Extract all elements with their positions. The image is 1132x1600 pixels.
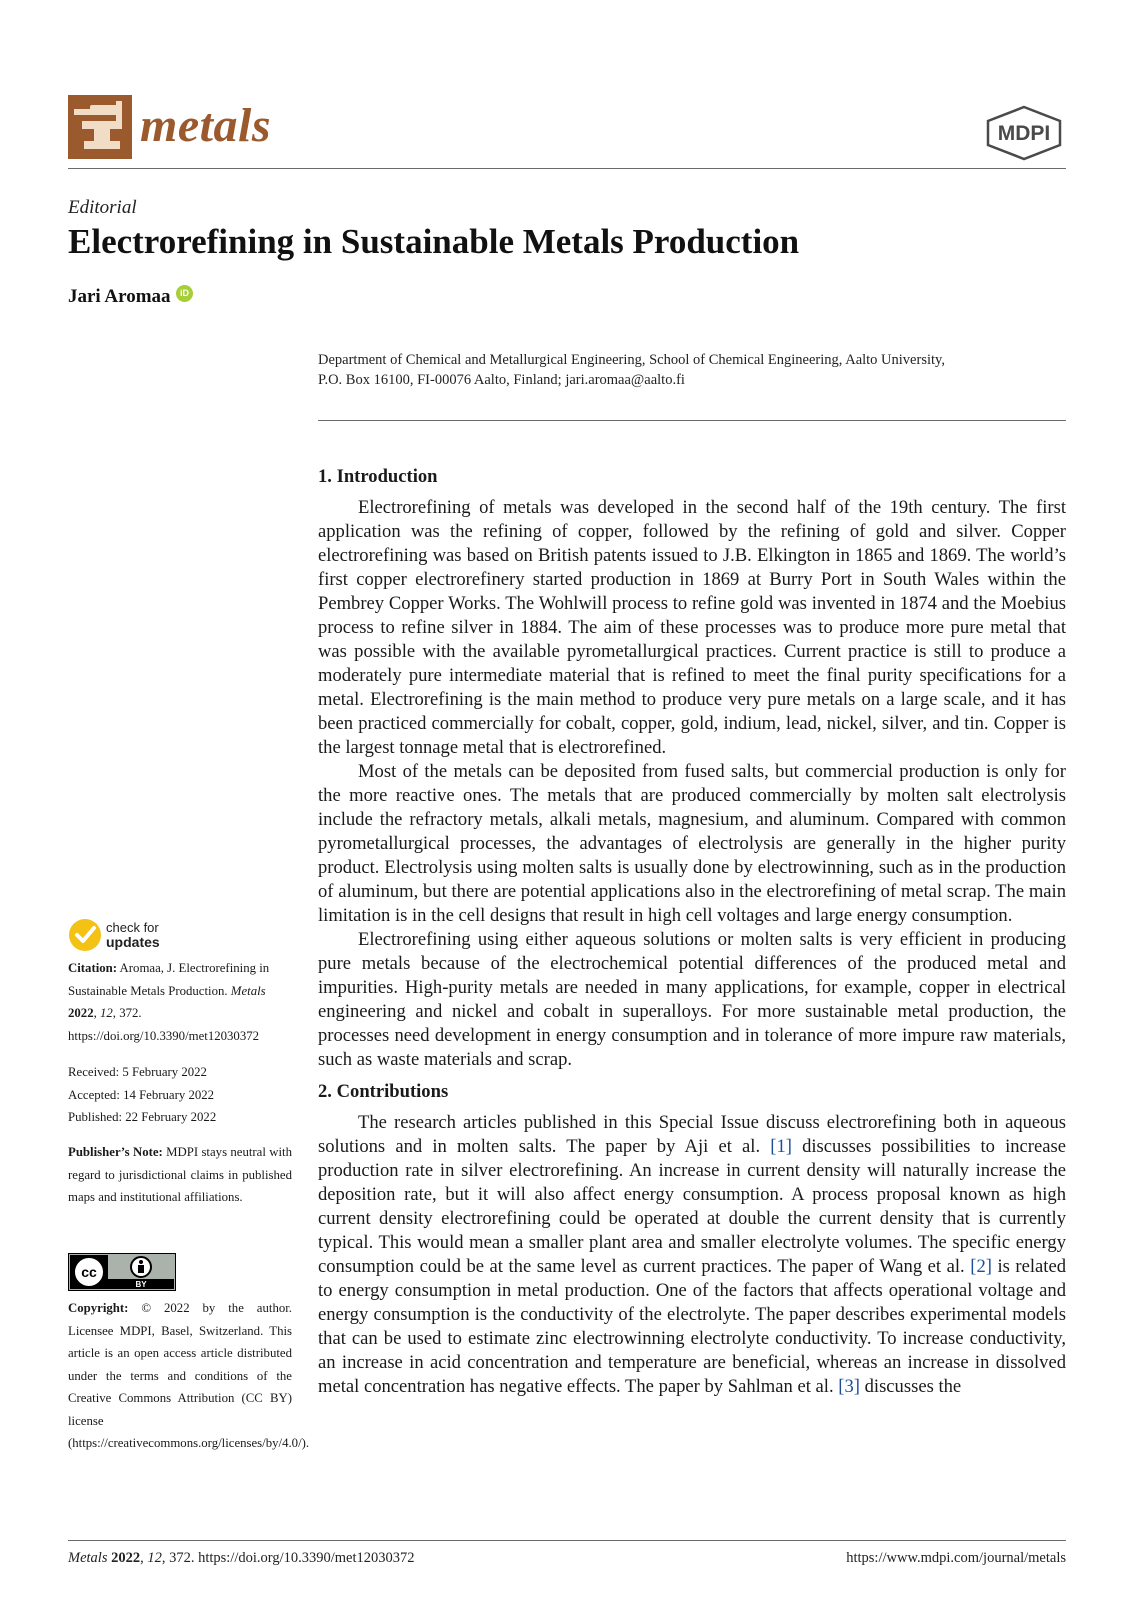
creative-commons-icon — [68, 1253, 176, 1291]
received-date: Received: 5 February 2022 — [68, 1065, 207, 1079]
publisher-note-label: Publisher’s Note: — [68, 1145, 163, 1159]
mdpi-logo — [982, 105, 1066, 161]
citation-year: 2022 — [68, 1006, 94, 1020]
check-badge-line1: check for — [106, 920, 159, 935]
paragraph-text: discusses the — [859, 1376, 962, 1397]
footer-divider — [68, 1540, 1066, 1541]
affiliation-line-1: Department of Chemical and Metallurgical Engineering, School of Chemical Engineering, Aalto University, — [318, 352, 945, 368]
header-divider — [68, 168, 1066, 169]
reference-link[interactable]: [2] — [970, 1256, 992, 1277]
footer-year: 2022 — [111, 1550, 141, 1566]
mdpi-logo-text: MDPI — [997, 122, 1051, 145]
affiliation — [318, 350, 1066, 390]
cc-badge-label: BY — [135, 1280, 147, 1289]
citation-doi[interactable]: , 372. https://doi.org/10.3390/met12030372 — [68, 1006, 260, 1043]
journal-logo — [68, 95, 132, 159]
citation-volume: 12 — [100, 1006, 113, 1020]
author-name: Jari Aromaa — [68, 286, 171, 307]
paragraph: Most of the metals can be deposited from fused salts, but commercial production is only for the more reactive ones. The metals that are produced commercially by molten salt electrolysis include the refractory metals, alkali metals, magnesium, and aluminum. Compared with common pyrometallurgical processes, the advantages of electrolysis are generally in the higher purity product. Electrolysis using molten salts is usually done by electrowinning, such as in the production of aluminum, but there are potential applications also in the electrorefining of metal scrap. The main limitation is in the cell designs that result in high cell voltages and large energy consumption. — [318, 761, 1066, 926]
paragraph-text: The research articles published in this Special Issue discuss electrorefining both in aqueous solutions and in molten salts. The paper by Aji et al. — [318, 1112, 1066, 1157]
paragraph: Electrorefining using either aqueous solutions or molten salts is very efficient in producing pure metals because of the electrochemical potential differences of the produced metal and impurities. High-purity metals are needed in many applications, for example, copper in electrical engineering and nickel and cobalt in superalloys. For more sustainable metal production, the processes need development in energy consumption and in tolerance of more impure raw materials, such as waste materials and scrap. — [318, 929, 1066, 1070]
reference-link[interactable]: [1] — [770, 1136, 792, 1157]
paragraph-text: is related to energy consumption in metal production. One of the factors that affects operational voltage and energy consumption is the conductivity of the electrolyte. The paper describes experimental models that can be used to estimate zinc electrowinning electrolyte conductivity. To increase conductivity, an increase in acid concentration and temperature are beneficial, whereas an increase in dissolved metal concentration has negative effects. The paper by Sahlman et al. — [318, 1256, 1066, 1397]
footer-journal: Metals — [68, 1550, 108, 1566]
publisher-note — [68, 1141, 292, 1209]
citation-block — [68, 957, 292, 1047]
footer-volume: 12 — [147, 1550, 162, 1566]
section-heading-introduction: 1. Introduction — [318, 466, 438, 487]
copyright-block — [68, 1297, 310, 1455]
footer-doi[interactable]: , 372. https://doi.org/10.3390/met12030372 — [161, 1550, 415, 1566]
reference-link[interactable]: [3] — [838, 1376, 860, 1397]
footer-journal-url[interactable]: https://www.mdpi.com/journal/metals — [846, 1550, 1066, 1566]
publisher-note-text: MDPI stays neutral with regard to jurisdictional claims in published maps and institutional affiliations. — [68, 1145, 292, 1204]
article-title: Electrorefining in Sustainable Metals Production — [68, 222, 800, 261]
affiliation-divider — [318, 420, 1066, 421]
svg-text:cc: cc — [81, 1264, 97, 1280]
paragraph: Electrorefining of metals was developed in the second half of the 19th century. The first application was the refining of copper, followed by the refining of gold and silver. Copper electrorefining was based on British patents issued to J.B. Elkington in 1865 and 1869. The world’s first copper electrorefinery started production in 1869 at Burry Port in South Wales within the Pembrey Copper Works. The Wohlwill process to refine gold was invented in 1874 and the Moebius process to refine silver in 1884. The aim of these processes was to produce more pure metal that was possible with the available pyrometallurgical practices. Current practice is still to produce a moderately pure intermediate material that is refined to meet the final purity specifications for a metal. Electrorefining is the main method to produce very pure metals on a large scale, and it has been practiced commercially for cobalt, copper, gold, indium, lead, nickel, silver, and tin. Copper is the largest tonnage metal that is electrorefined. — [318, 497, 1066, 758]
cc-by-license-badge[interactable] — [68, 1253, 176, 1291]
journal-name: metals — [140, 99, 271, 152]
dates-block — [68, 1061, 292, 1129]
citation-label: Citation: — [68, 961, 118, 975]
affiliation-line-2: P.O. Box 16100, FI-00076 Aalto, Finland; jari.aromaa@aalto.fi — [318, 372, 685, 388]
section-heading-contributions: 2. Contributions — [318, 1081, 449, 1102]
copyright-label: Copyright: — [68, 1301, 129, 1315]
citation-journal: Metals — [230, 983, 266, 998]
footer-separator: , — [140, 1550, 148, 1566]
citation-text: Aromaa, J. Electrorefining in Sustainable Metals Production. — [68, 961, 270, 998]
check-icon — [68, 918, 102, 952]
anvil-hammer-icon — [68, 95, 132, 159]
paragraph — [318, 1111, 1066, 1399]
citation-separator: , — [93, 1006, 100, 1020]
article-type: Editorial — [68, 197, 137, 218]
accepted-date: Accepted: 14 February 2022 — [68, 1087, 215, 1102]
check-for-updates-badge[interactable] — [68, 918, 168, 954]
copyright-text: © 2022 by the author. Licensee MDPI, Basel, Switzerland. This article is an open access article distributed under the terms and conditions of the Creative Commons Attribution (CC BY) license (https://creativecommons.org/licenses/by/4.0/). — [68, 1301, 310, 1450]
check-badge-line2: updates — [106, 934, 160, 950]
paragraph-text: discusses possibilities to increase production rate in silver electrorefining. An increase in current density will naturally increase the deposition rate, but it will also affect energy consumption. A process proposal known as high current density electrorefining could be operated at double the current density that is currently typical. This would mean a smaller plant area and smaller electrolyte volumes. The specific energy consumption could be at the same level as current practices. The paper of Wang et al. — [318, 1136, 1066, 1277]
footer-citation — [68, 1550, 415, 1567]
article-body — [318, 465, 1066, 1399]
orcid-icon[interactable]: iD — [176, 285, 193, 302]
published-date: Published: 22 February 2022 — [68, 1110, 217, 1124]
